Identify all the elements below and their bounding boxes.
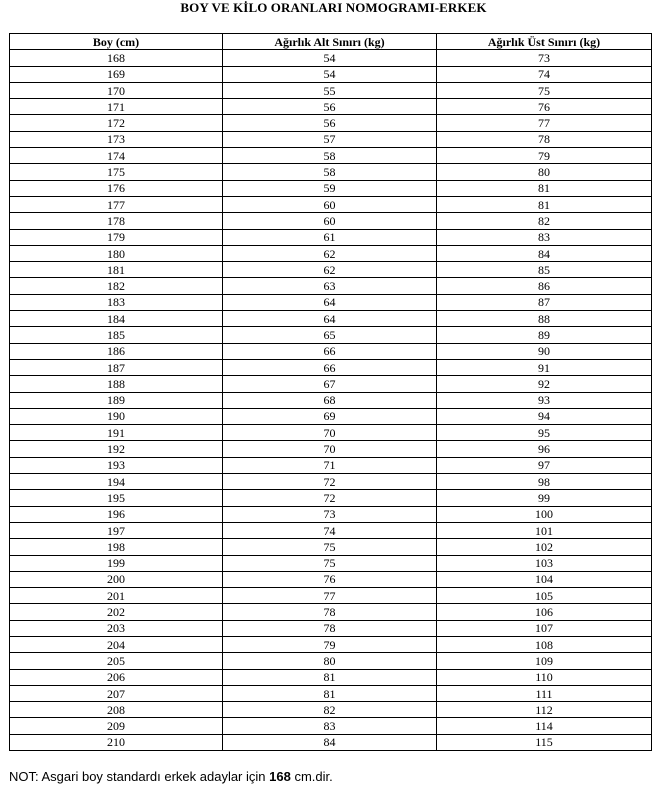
table-row — [10, 555, 652, 571]
cell-height: 179 — [10, 229, 223, 245]
cell-weight-max: 81 — [437, 196, 652, 212]
table-row — [10, 262, 652, 278]
cell-weight-min: 54 — [223, 50, 437, 66]
cell-height: 200 — [10, 571, 223, 587]
table-row — [10, 50, 652, 66]
cell-weight-min: 62 — [223, 245, 437, 261]
table-row — [10, 653, 652, 669]
cell-weight-max: 104 — [437, 571, 652, 587]
table-row — [10, 196, 652, 212]
cell-weight-max: 107 — [437, 620, 652, 636]
table-row — [10, 392, 652, 408]
cell-height: 169 — [10, 66, 223, 82]
cell-weight-max: 102 — [437, 539, 652, 555]
table-row — [10, 620, 652, 636]
table-row — [10, 343, 652, 359]
cell-weight-max: 111 — [437, 685, 652, 701]
cell-weight-max: 105 — [437, 588, 652, 604]
table-row — [10, 636, 652, 652]
cell-weight-min: 70 — [223, 441, 437, 457]
cell-weight-min: 58 — [223, 148, 437, 164]
cell-weight-min: 54 — [223, 66, 437, 82]
cell-height: 209 — [10, 718, 223, 734]
cell-weight-max: 92 — [437, 376, 652, 392]
cell-weight-max: 80 — [437, 164, 652, 180]
cell-height: 207 — [10, 685, 223, 701]
cell-weight-min: 65 — [223, 327, 437, 343]
table-row — [10, 311, 652, 327]
cell-weight-max: 94 — [437, 408, 652, 424]
cell-weight-max: 96 — [437, 441, 652, 457]
cell-weight-min: 67 — [223, 376, 437, 392]
cell-weight-max: 79 — [437, 148, 652, 164]
cell-height: 199 — [10, 555, 223, 571]
table-row — [10, 539, 652, 555]
cell-height: 204 — [10, 636, 223, 652]
cell-weight-max: 88 — [437, 311, 652, 327]
cell-height: 189 — [10, 392, 223, 408]
cell-weight-max: 85 — [437, 262, 652, 278]
column-header-weight-max: Ağırlık Üst Sınırı (kg) — [437, 34, 652, 50]
cell-weight-max: 115 — [437, 734, 652, 750]
cell-weight-max: 90 — [437, 343, 652, 359]
table-row — [10, 99, 652, 115]
cell-height: 203 — [10, 620, 223, 636]
cell-weight-max: 75 — [437, 82, 652, 98]
cell-weight-min: 84 — [223, 734, 437, 750]
table-row — [10, 506, 652, 522]
cell-weight-min: 56 — [223, 99, 437, 115]
table-row — [10, 229, 652, 245]
cell-weight-max: 99 — [437, 490, 652, 506]
column-header-height: Boy (cm) — [10, 34, 223, 50]
cell-height: 175 — [10, 164, 223, 180]
cell-weight-max: 76 — [437, 99, 652, 115]
table-row — [10, 457, 652, 473]
cell-weight-min: 82 — [223, 702, 437, 718]
table-row — [10, 490, 652, 506]
cell-height: 168 — [10, 50, 223, 66]
cell-weight-min: 78 — [223, 620, 437, 636]
table-row — [10, 425, 652, 441]
cell-weight-max: 87 — [437, 294, 652, 310]
cell-height: 184 — [10, 311, 223, 327]
cell-weight-min: 59 — [223, 180, 437, 196]
cell-height: 180 — [10, 245, 223, 261]
cell-weight-min: 64 — [223, 311, 437, 327]
cell-weight-max: 83 — [437, 229, 652, 245]
cell-weight-max: 110 — [437, 669, 652, 685]
footnote-prefix: NOT: Asgari boy standardı erkek adaylar için — [9, 769, 270, 784]
table-row — [10, 115, 652, 131]
table-row — [10, 180, 652, 196]
cell-height: 202 — [10, 604, 223, 620]
table-row — [10, 522, 652, 538]
cell-weight-min: 72 — [223, 474, 437, 490]
cell-height: 198 — [10, 539, 223, 555]
cell-weight-max: 108 — [437, 636, 652, 652]
cell-height: 177 — [10, 196, 223, 212]
cell-height: 178 — [10, 213, 223, 229]
table-row — [10, 294, 652, 310]
page-title: BOY VE KİLO ORANLARI NOMOGRAMI-ERKEK — [180, 0, 487, 15]
cell-weight-min: 68 — [223, 392, 437, 408]
cell-weight-min: 66 — [223, 359, 437, 375]
cell-weight-min: 79 — [223, 636, 437, 652]
cell-height: 183 — [10, 294, 223, 310]
cell-height: 208 — [10, 702, 223, 718]
cell-weight-max: 109 — [437, 653, 652, 669]
cell-weight-min: 76 — [223, 571, 437, 587]
cell-height: 171 — [10, 99, 223, 115]
table-row — [10, 82, 652, 98]
cell-height: 187 — [10, 359, 223, 375]
cell-height: 206 — [10, 669, 223, 685]
cell-weight-min: 81 — [223, 685, 437, 701]
cell-weight-min: 64 — [223, 294, 437, 310]
cell-weight-max: 93 — [437, 392, 652, 408]
cell-height: 195 — [10, 490, 223, 506]
cell-height: 182 — [10, 278, 223, 294]
table-row — [10, 588, 652, 604]
table-row — [10, 685, 652, 701]
cell-height: 196 — [10, 506, 223, 522]
footnote-suffix: cm.dir. — [290, 769, 333, 784]
cell-height: 185 — [10, 327, 223, 343]
cell-weight-max: 89 — [437, 327, 652, 343]
cell-weight-max: 95 — [437, 425, 652, 441]
cell-weight-min: 69 — [223, 408, 437, 424]
cell-weight-min: 61 — [223, 229, 437, 245]
cell-weight-min: 72 — [223, 490, 437, 506]
table-row — [10, 669, 652, 685]
footnote-min-height: 168 — [269, 769, 291, 784]
cell-height: 205 — [10, 653, 223, 669]
table-row — [10, 66, 652, 82]
cell-weight-max: 84 — [437, 245, 652, 261]
cell-height: 173 — [10, 131, 223, 147]
table-row — [10, 359, 652, 375]
cell-height: 172 — [10, 115, 223, 131]
cell-weight-min: 63 — [223, 278, 437, 294]
cell-height: 194 — [10, 474, 223, 490]
cell-height: 197 — [10, 522, 223, 538]
table-row — [10, 604, 652, 620]
cell-weight-min: 80 — [223, 653, 437, 669]
cell-weight-max: 103 — [437, 555, 652, 571]
cell-weight-max: 77 — [437, 115, 652, 131]
cell-height: 170 — [10, 82, 223, 98]
table-row — [10, 148, 652, 164]
cell-height: 192 — [10, 441, 223, 457]
cell-weight-min: 77 — [223, 588, 437, 604]
cell-height: 176 — [10, 180, 223, 196]
table-row — [10, 441, 652, 457]
cell-height: 201 — [10, 588, 223, 604]
cell-weight-max: 100 — [437, 506, 652, 522]
cell-weight-min: 75 — [223, 555, 437, 571]
cell-weight-max: 78 — [437, 131, 652, 147]
cell-weight-min: 66 — [223, 343, 437, 359]
cell-weight-min: 70 — [223, 425, 437, 441]
cell-height: 181 — [10, 262, 223, 278]
cell-weight-max: 114 — [437, 718, 652, 734]
cell-height: 210 — [10, 734, 223, 750]
height-weight-table — [9, 33, 652, 751]
cell-weight-min: 75 — [223, 539, 437, 555]
cell-weight-max: 101 — [437, 522, 652, 538]
cell-weight-min: 62 — [223, 262, 437, 278]
table-row — [10, 131, 652, 147]
cell-weight-min: 57 — [223, 131, 437, 147]
table-row — [10, 408, 652, 424]
cell-weight-min: 71 — [223, 457, 437, 473]
cell-height: 193 — [10, 457, 223, 473]
cell-weight-max: 112 — [437, 702, 652, 718]
cell-weight-min: 55 — [223, 82, 437, 98]
table-row — [10, 734, 652, 750]
table-row — [10, 571, 652, 587]
cell-weight-min: 73 — [223, 506, 437, 522]
cell-weight-min: 74 — [223, 522, 437, 538]
column-header-weight-min: Ağırlık Alt Sınırı (kg) — [223, 34, 437, 50]
cell-height: 186 — [10, 343, 223, 359]
footnote — [9, 769, 333, 785]
cell-weight-max: 98 — [437, 474, 652, 490]
table-row — [10, 718, 652, 734]
table-row — [10, 213, 652, 229]
cell-weight-max: 73 — [437, 50, 652, 66]
table-row — [10, 327, 652, 343]
cell-weight-min: 83 — [223, 718, 437, 734]
cell-weight-min: 81 — [223, 669, 437, 685]
table-row — [10, 376, 652, 392]
table-row — [10, 164, 652, 180]
cell-weight-min: 58 — [223, 164, 437, 180]
table-body — [10, 50, 652, 751]
cell-weight-max: 91 — [437, 359, 652, 375]
cell-weight-max: 97 — [437, 457, 652, 473]
table-row — [10, 702, 652, 718]
cell-weight-max: 106 — [437, 604, 652, 620]
cell-weight-min: 78 — [223, 604, 437, 620]
cell-weight-max: 74 — [437, 66, 652, 82]
cell-weight-max: 82 — [437, 213, 652, 229]
table-header-row — [10, 34, 652, 50]
cell-height: 191 — [10, 425, 223, 441]
cell-height: 174 — [10, 148, 223, 164]
cell-weight-max: 81 — [437, 180, 652, 196]
cell-weight-min: 56 — [223, 115, 437, 131]
cell-weight-min: 60 — [223, 196, 437, 212]
table-row — [10, 278, 652, 294]
cell-height: 190 — [10, 408, 223, 424]
cell-weight-max: 86 — [437, 278, 652, 294]
cell-height: 188 — [10, 376, 223, 392]
table-row — [10, 245, 652, 261]
cell-weight-min: 60 — [223, 213, 437, 229]
table-row — [10, 474, 652, 490]
